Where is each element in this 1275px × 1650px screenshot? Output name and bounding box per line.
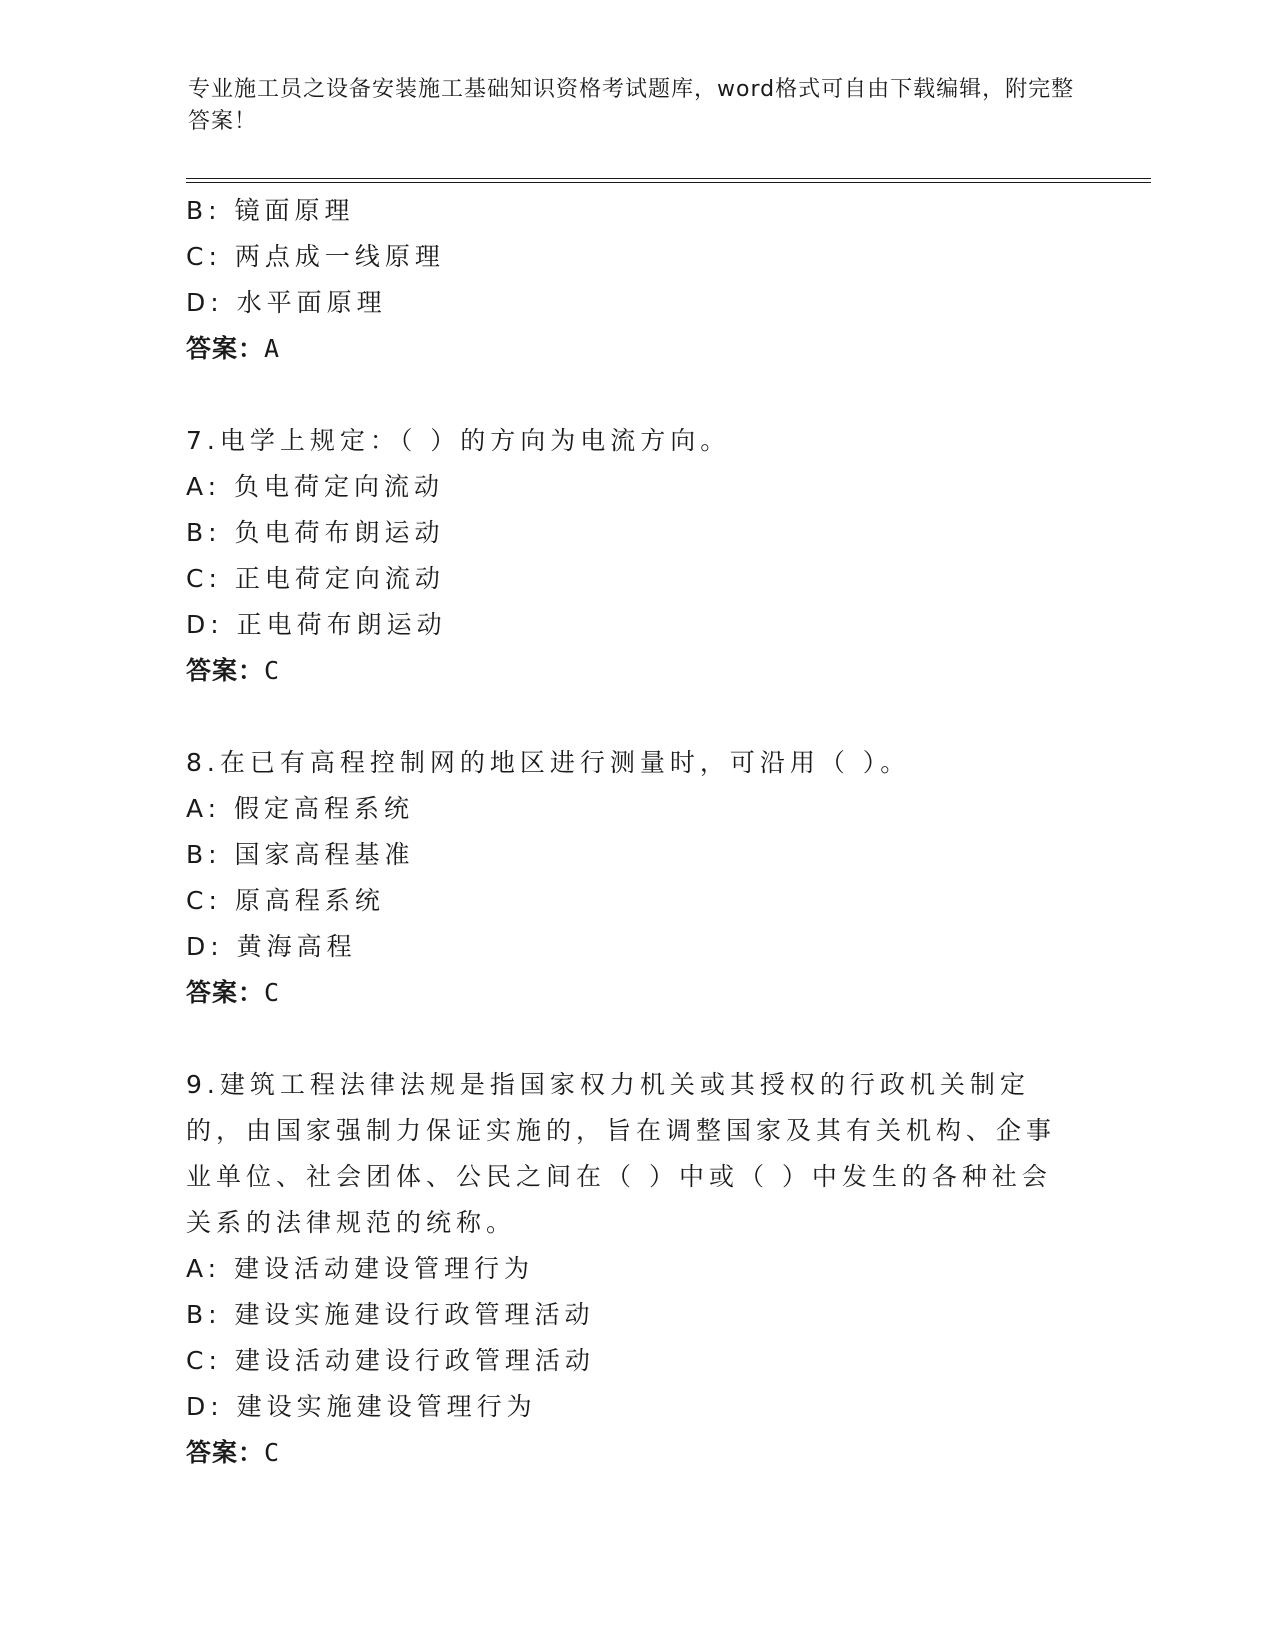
option-d	[186, 280, 1086, 326]
option-c	[186, 1338, 1086, 1384]
option-label: C:	[186, 242, 222, 271]
option-text: 两点成一线原理	[234, 242, 445, 271]
option-label: D:	[186, 288, 224, 317]
option-label: A:	[186, 472, 222, 501]
question-stem: 7.电学上规定：（ ）的方向为电流方向。	[186, 426, 731, 455]
option-text: 建设活动建设管理行为	[234, 1254, 535, 1283]
answer-value: A	[264, 334, 281, 363]
answer-line	[186, 648, 1086, 694]
question-stem: 9.建筑工程法律法规是指国家权力机关或其授权的行政机关制定的，由国家强制力保证实施的，旨在调整国家及其有关机构、企事业单位、社会团体、公民之间在（ ）中或（ ）中发生的各种社会关系的法律规范的统称。	[186, 1070, 1057, 1237]
option-text: 正电荷布朗运动	[236, 610, 447, 639]
option-text: 假定高程系统	[234, 794, 415, 823]
answer-label: 答案：	[186, 1438, 265, 1467]
header-title: 专业施工员之设备安装施工基础知识资格考试题库，word格式可自由下载编辑，附完整答案！	[188, 77, 1075, 134]
option-c	[186, 556, 1086, 602]
option-b	[186, 188, 1086, 234]
answer-label: 答案：	[186, 334, 265, 363]
option-label: C:	[186, 1346, 222, 1375]
option-label: B:	[186, 840, 222, 869]
option-d	[186, 1384, 1086, 1430]
question-8	[186, 740, 1086, 1016]
option-text: 负电荷布朗运动	[234, 518, 445, 547]
option-text: 建设实施建设行政管理活动	[234, 1300, 595, 1329]
option-label: D:	[186, 610, 224, 639]
option-text: 建设活动建设行政管理活动	[234, 1346, 595, 1375]
option-label: B:	[186, 196, 222, 225]
header-divider-top	[186, 178, 1151, 179]
option-label: C:	[186, 564, 222, 593]
option-text: 负电荷定向流动	[234, 472, 445, 501]
answer-line	[186, 326, 1086, 372]
answer-label: 答案：	[186, 656, 265, 685]
option-label: B:	[186, 518, 222, 547]
header-divider-bottom	[186, 182, 1151, 183]
option-label: A:	[186, 794, 222, 823]
option-a	[186, 464, 1086, 510]
option-a	[186, 1246, 1086, 1292]
option-text: 国家高程基准	[234, 840, 415, 869]
option-d	[186, 924, 1086, 970]
option-c	[186, 234, 1086, 280]
option-a	[186, 786, 1086, 832]
option-b	[186, 1292, 1086, 1338]
answer-line	[186, 1430, 1086, 1476]
option-label: A:	[186, 1254, 222, 1283]
option-label: B:	[186, 1300, 222, 1329]
option-text: 建设实施建设管理行为	[236, 1392, 537, 1421]
option-text: 黄海高程	[236, 932, 357, 961]
option-c	[186, 878, 1086, 924]
answer-value: C	[264, 978, 281, 1007]
question-stem: 8.在已有高程控制网的地区进行测量时，可沿用（ ）。	[186, 748, 911, 777]
spacer	[186, 372, 1086, 418]
answer-label: 答案：	[186, 978, 265, 1007]
option-label: C:	[186, 886, 222, 915]
option-b	[186, 832, 1086, 878]
answer-line	[186, 970, 1086, 1016]
option-b	[186, 510, 1086, 556]
option-text: 水平面原理	[236, 288, 387, 317]
answer-value: C	[264, 1438, 281, 1467]
option-text: 正电荷定向流动	[234, 564, 445, 593]
option-text: 镜面原理	[234, 196, 355, 225]
partial-question	[186, 188, 1086, 372]
question-list	[186, 188, 1086, 1476]
answer-value: C	[264, 656, 281, 685]
option-d	[186, 602, 1086, 648]
option-text: 原高程系统	[234, 886, 385, 915]
spacer	[186, 694, 1086, 740]
question-9	[186, 1062, 1086, 1476]
spacer	[186, 1016, 1086, 1062]
question-7	[186, 418, 1086, 694]
option-label: D:	[186, 1392, 224, 1421]
option-label: D:	[186, 932, 224, 961]
document-header	[188, 74, 1088, 138]
